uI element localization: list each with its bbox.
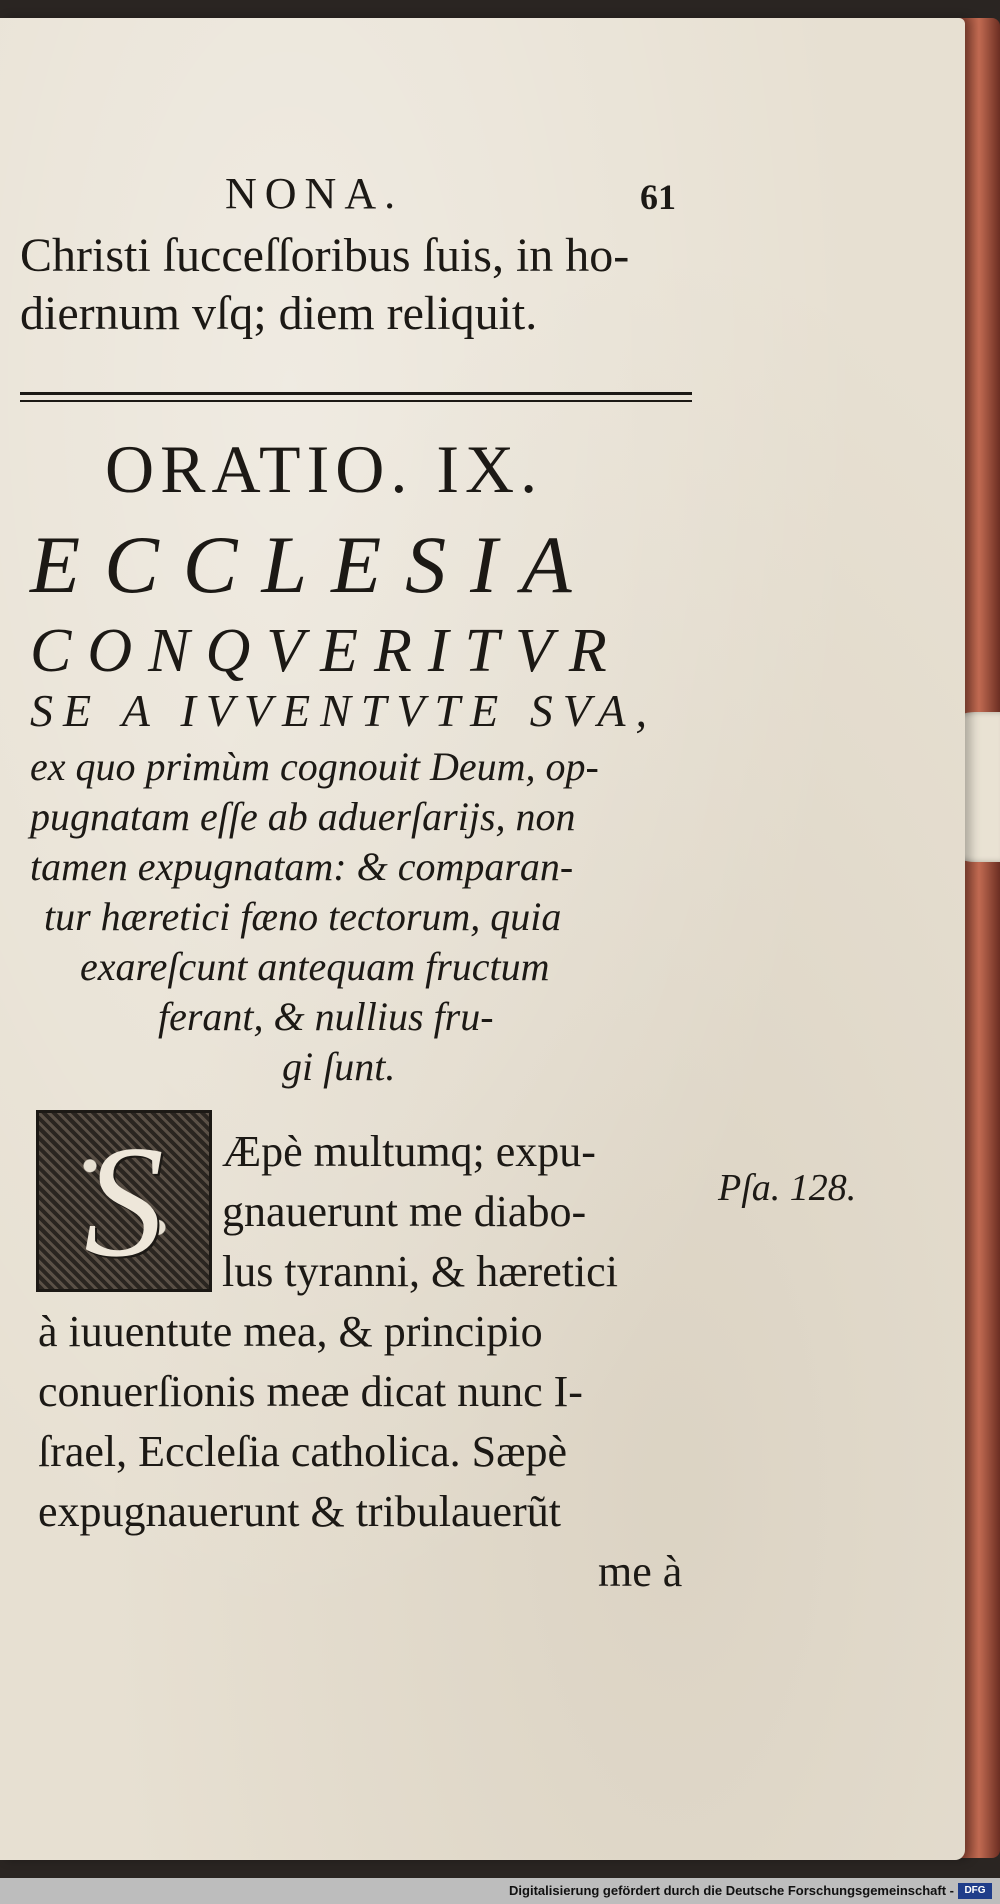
- argument-line: ferant, & nullius fru-: [158, 994, 494, 1039]
- margin-note: Pſa. 128.: [718, 1167, 857, 1209]
- argument-line: ex quo primùm cognouit Deum, op-: [30, 744, 599, 789]
- dfg-logo: DFG: [958, 1883, 992, 1899]
- oratio-heading: ORATIO. IX.: [105, 431, 544, 507]
- page-number: 61: [640, 177, 676, 217]
- digitization-footer: [0, 1878, 1000, 1904]
- body-line: conuerſionis meæ dicat nunc I-: [38, 1367, 583, 1416]
- argument-line: tur hæretici fæno tectorum, quia: [44, 894, 562, 939]
- running-head: NONA.: [225, 169, 404, 218]
- argument-line: exareſcunt antequam fructum: [80, 944, 550, 989]
- text-line: diernum vſq; diem reliquit.: [20, 287, 538, 340]
- footer-credit: Digitalisierung gefördert durch die Deutsche Forschungsgemeinschaft -: [509, 1883, 954, 1898]
- text-line: Christi ſucceſſoribus ſuis, in ho-: [20, 229, 630, 282]
- catchword: me à: [598, 1547, 683, 1596]
- body-line: à iuuentute mea, & principio: [38, 1307, 543, 1356]
- argument-line: tamen expugnatam: & comparan-: [30, 844, 574, 889]
- book-page: [0, 18, 965, 1860]
- body-line: lus tyranni, & hæretici: [222, 1247, 618, 1296]
- decorated-initial: [36, 1110, 212, 1292]
- body-line: expugnauerunt & tribulauerũt: [38, 1487, 561, 1536]
- section-rule-secondary: [20, 400, 692, 402]
- body-line: gnauerunt me diabo-: [222, 1187, 587, 1236]
- body-line: Æpè multumq; expu-: [222, 1127, 596, 1176]
- argument-line: pugnatam eſſe ab aduerſarijs, non: [30, 794, 576, 839]
- argument-line: gi ſunt.: [282, 1044, 396, 1089]
- title-caps-line: CONQVERITVR: [30, 617, 623, 685]
- title-caps-line: SE A IVVENTVTE SVA,: [30, 685, 657, 736]
- body-line: ſrael, Eccleſia catholica. Sæpè: [38, 1427, 567, 1476]
- section-rule: [20, 392, 692, 395]
- title-caps-line: ECCLESIA: [30, 519, 596, 610]
- initial-letter: S: [84, 1112, 164, 1290]
